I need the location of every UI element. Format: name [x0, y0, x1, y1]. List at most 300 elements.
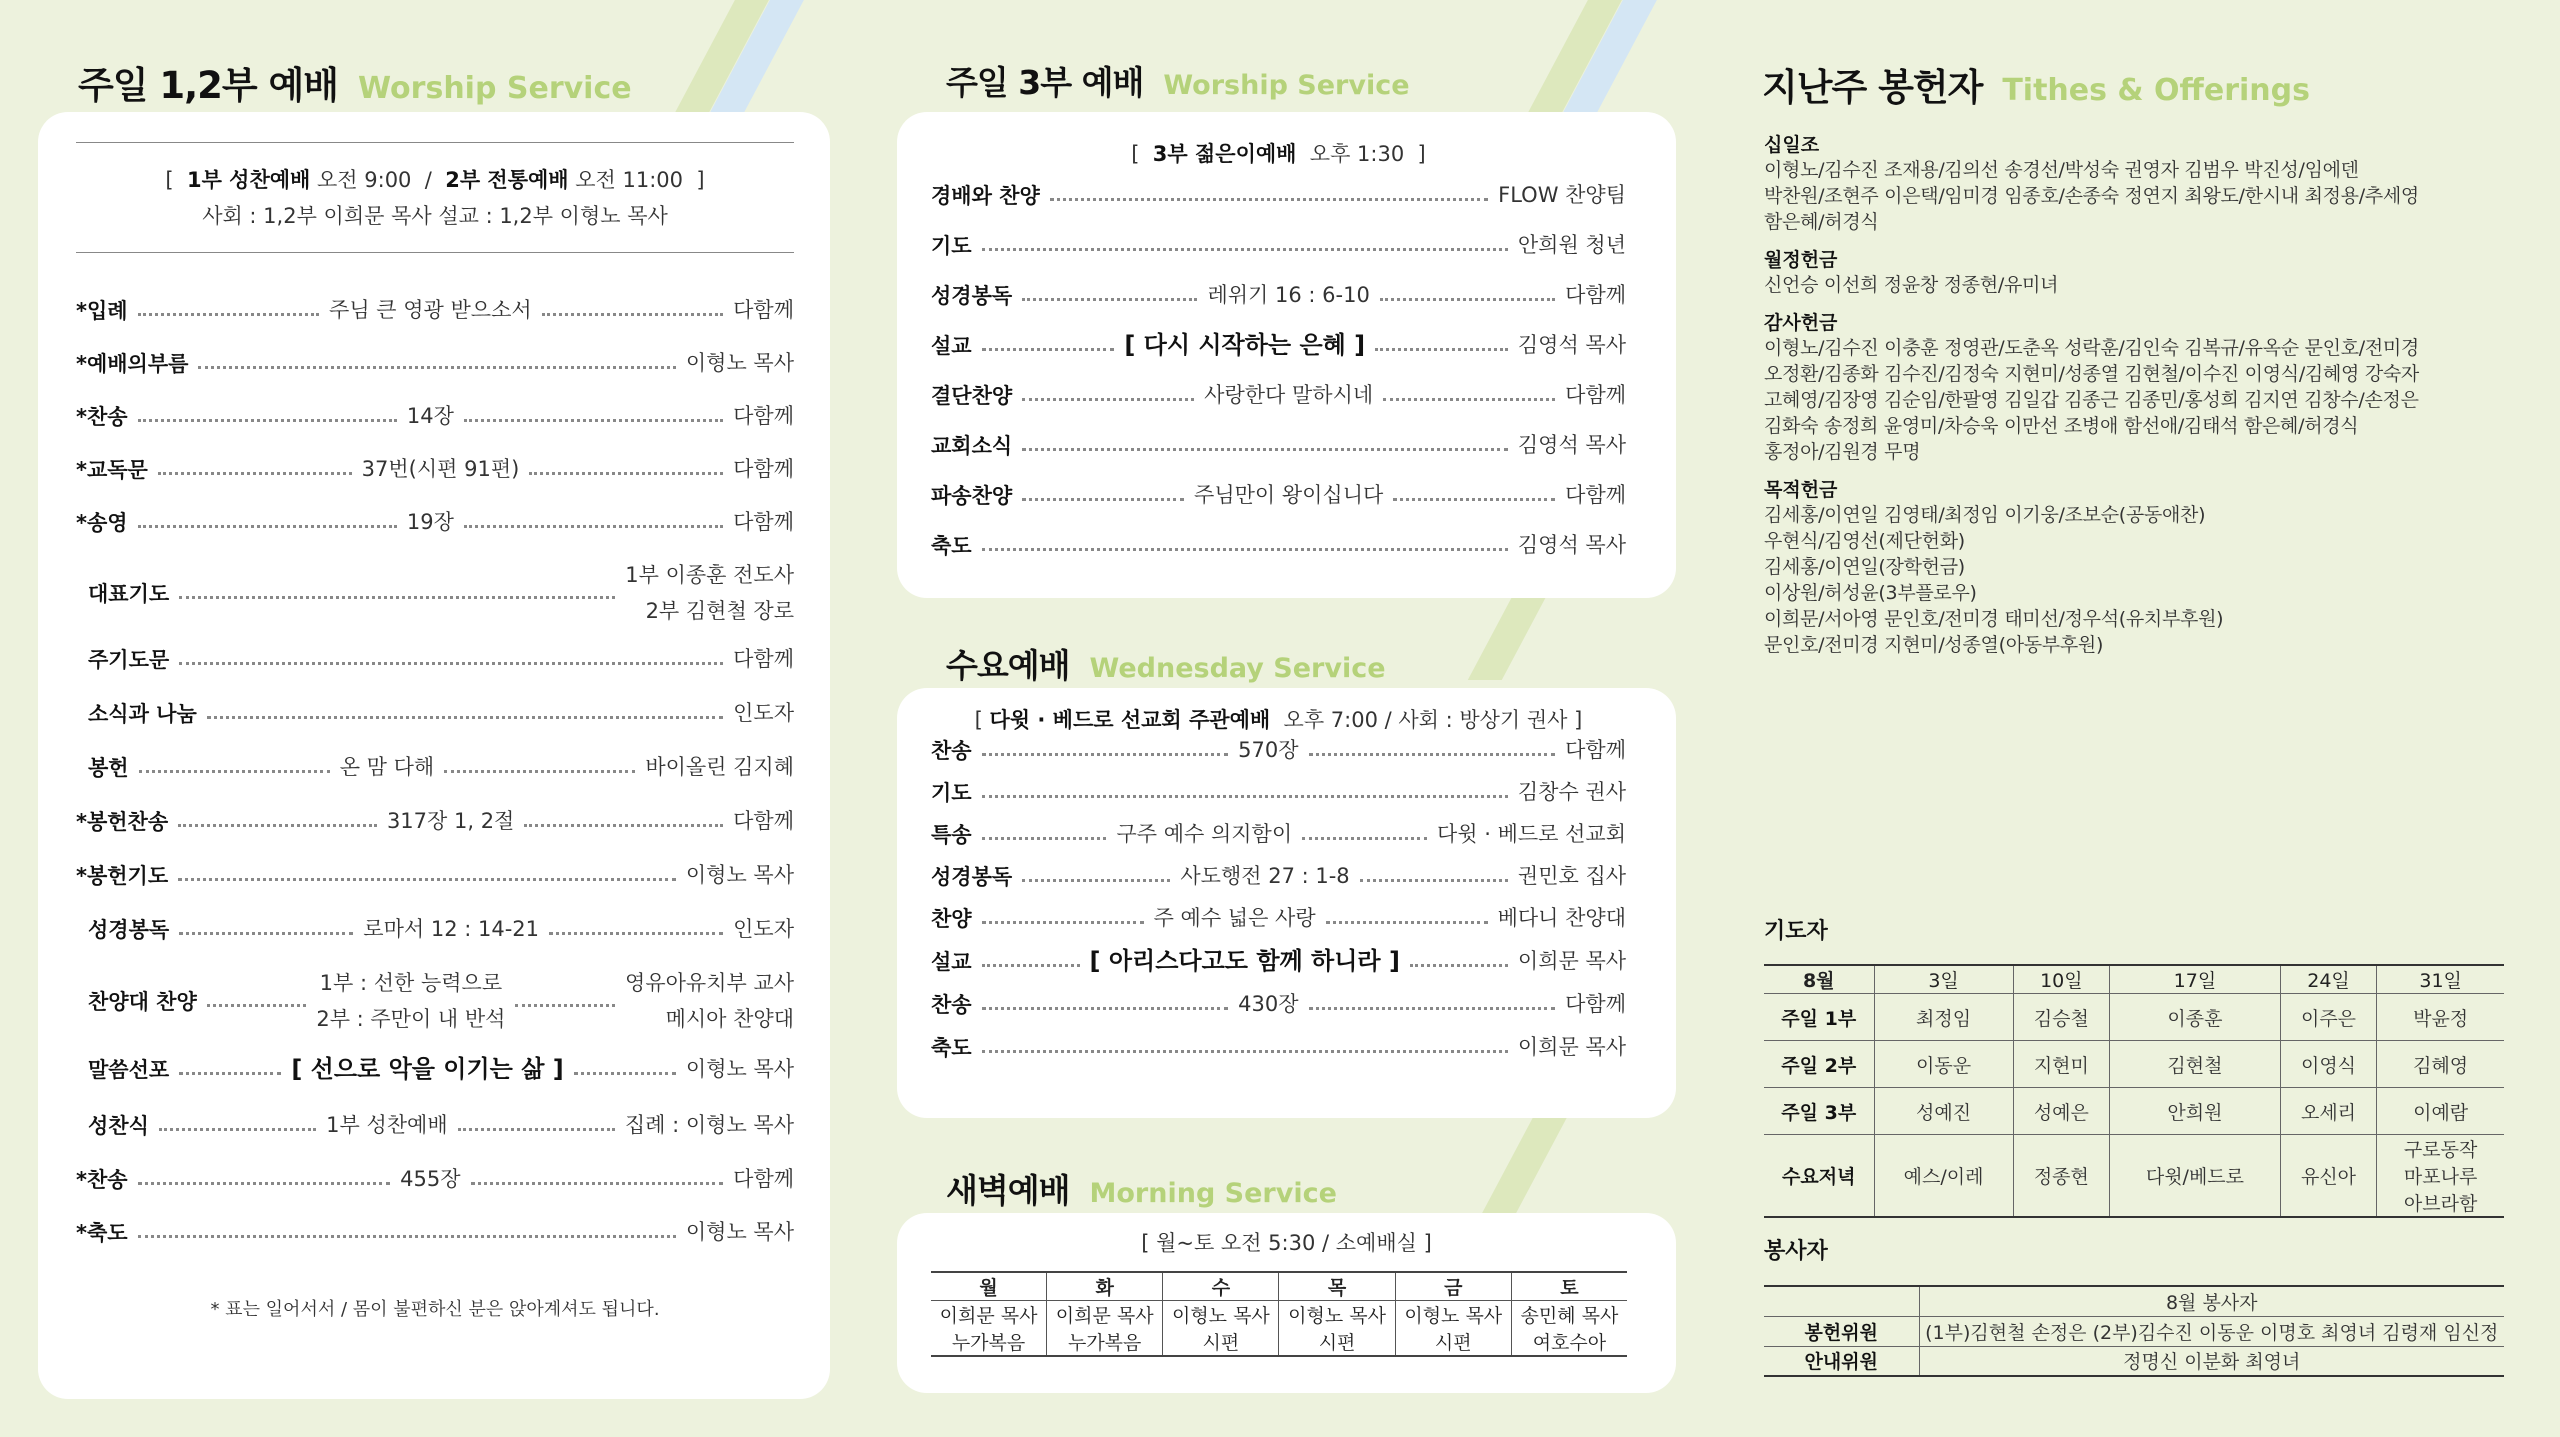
dawn-text-cell: 여호수아 — [1511, 1328, 1627, 1356]
prayers-row — [1764, 1135, 2504, 1218]
program-leader-line: 다함께 — [1565, 283, 1627, 307]
program-leader-line: 김영석 목사 — [1517, 533, 1626, 557]
prayers-cell — [2110, 1088, 2281, 1135]
program-label: *봉헌찬송 — [76, 810, 169, 834]
program-content — [329, 292, 532, 328]
program-label: 성경봉독 — [88, 918, 170, 942]
program-row — [931, 427, 1626, 463]
program-row — [931, 227, 1626, 263]
program-leader — [1498, 900, 1626, 936]
wednesday-title: 수요예배 Wednesday Service — [946, 646, 1386, 685]
leader-dots — [1022, 398, 1194, 401]
program-row — [931, 527, 1626, 563]
prayers-title: 기도자 — [1764, 919, 1828, 944]
program-leader — [1518, 227, 1626, 263]
prayers-row — [1764, 1041, 2504, 1088]
program-label: 기도 — [931, 781, 972, 805]
dawn-leader-cell: 송민혜 목사 — [1511, 1301, 1627, 1329]
program-leader-line: 이형노 목사 — [685, 1220, 794, 1244]
leader-dots — [179, 596, 615, 599]
program-leader — [1518, 943, 1626, 979]
prayers-cell-line: 이종훈 — [2167, 1007, 2223, 1030]
offering-line: 고혜영/김장영 김순임/한팔영 김일갑 김종근 김종민/홍성희 김지연 김창수/손정은 — [1764, 389, 2419, 411]
leader-dots — [464, 525, 723, 528]
program-leader — [1565, 477, 1626, 513]
prayers-cell-line: 아브라함 — [2403, 1193, 2478, 1215]
prayers-cell-line: 성예진 — [1916, 1101, 1972, 1124]
program-leader-line: 다윗 · 베드로 선교회 — [1437, 822, 1626, 846]
volunteers-table — [1764, 1285, 2504, 1377]
program-content — [326, 1107, 447, 1143]
leader-dots — [138, 525, 397, 528]
program-leader — [733, 695, 794, 731]
program-content — [340, 749, 435, 785]
program-label: 축도 — [931, 534, 972, 558]
program-row — [76, 857, 794, 893]
program-content-line: 455장 — [400, 1167, 461, 1191]
dawn-text-cell: 시편 — [1163, 1328, 1279, 1356]
leader-dots — [1383, 398, 1555, 401]
dawn-table — [931, 1271, 1627, 1357]
prayers-cell — [2377, 1041, 2504, 1088]
program-leader — [733, 911, 794, 947]
leader-dots — [574, 1072, 676, 1075]
program-leader — [1437, 816, 1626, 852]
program-leader-line: 다함께 — [1565, 738, 1626, 762]
program-row — [931, 177, 1626, 213]
leader-dots — [1022, 298, 1197, 301]
prayers-cell — [2280, 1088, 2376, 1135]
decor-stripe-green — [1476, 1115, 1568, 1225]
program-label: 찬송 — [931, 739, 972, 763]
offerings-title: 지난주 봉헌자 Tithes & Offerings — [1762, 66, 2310, 109]
program-row — [76, 398, 794, 434]
program-row — [931, 1029, 1626, 1065]
program-content — [316, 965, 505, 1037]
prayers-cell — [1874, 1088, 2013, 1135]
prayers-cell — [2280, 1135, 2376, 1218]
volunteers-role: 봉헌위원 — [1764, 1316, 1919, 1346]
dawn-text-cell: 누가복음 — [1047, 1328, 1163, 1356]
program-content — [1116, 816, 1292, 852]
program-label: 교회소식 — [931, 434, 1013, 458]
program-row — [931, 327, 1626, 363]
program-label: *찬송 — [76, 405, 128, 429]
prayers-service: 주일 3부 — [1764, 1088, 1874, 1135]
offering-line: 함은혜/허경식 — [1764, 211, 1879, 233]
program-content — [1238, 986, 1298, 1022]
program-label: 파송찬양 — [931, 484, 1013, 508]
program-leader — [1518, 427, 1626, 463]
leader-dots — [982, 548, 1508, 551]
dawn-leader-cell: 이희문 목사 — [1047, 1301, 1163, 1329]
leader-dots — [982, 795, 1508, 798]
program-label: 봉헌 — [88, 756, 129, 780]
program-row — [76, 749, 794, 785]
leader-dots — [198, 366, 675, 369]
program-leader — [686, 1051, 794, 1087]
prayers-date: 10일 — [2013, 965, 2109, 994]
program-content-line: 19장 — [406, 510, 454, 534]
prayers-cell — [2377, 1088, 2504, 1135]
program-content-line: 온 맘 다해 — [339, 755, 435, 779]
program-content-line: 37번(시편 91편) — [361, 457, 520, 481]
program-label: *예배의부름 — [76, 352, 189, 376]
dawn-card — [897, 1213, 1676, 1393]
program-row — [76, 803, 794, 839]
prayers-month: 8월 — [1764, 965, 1874, 994]
program-row — [76, 1051, 794, 1087]
prayers-row — [1764, 1088, 2504, 1135]
program-label: 설교 — [931, 334, 972, 358]
program-row — [76, 1161, 794, 1197]
program-label: 찬양대 찬양 — [88, 990, 197, 1014]
offering-line: 김세홍/이연일(장학헌금) — [1764, 556, 1965, 578]
program-row — [76, 1214, 794, 1250]
program-content — [400, 1161, 460, 1197]
dawn-day-cell: 수 — [1163, 1272, 1279, 1301]
program-leader — [733, 1161, 794, 1197]
program-content — [1180, 858, 1349, 894]
program-leader — [733, 451, 794, 487]
offering-group-name: 목적헌금 — [1764, 479, 1838, 501]
dawn-text-cell: 시편 — [1279, 1328, 1395, 1356]
leader-dots — [1375, 348, 1508, 351]
program-label: 주기도문 — [88, 648, 170, 672]
prayers-date: 3일 — [1874, 965, 2013, 994]
program-leader-line: 이형노 목사 — [685, 1057, 795, 1081]
prayers-date: 24일 — [2280, 965, 2376, 994]
program-leader — [1565, 377, 1626, 413]
prayers-cell — [2013, 1041, 2109, 1088]
offering-line: 홍정아/김원경 무명 — [1764, 441, 1921, 463]
program-leader-line: 다함께 — [733, 809, 794, 833]
dawn-leader-cell: 이형노 목사 — [1395, 1301, 1511, 1329]
program-leader — [1498, 177, 1626, 213]
prayers-service: 수요저녁 — [1764, 1135, 1874, 1218]
volunteers-title: 봉사자 — [1764, 1239, 1828, 1264]
leader-dots — [207, 1004, 307, 1007]
program-leader — [1518, 527, 1626, 563]
program-row — [931, 943, 1626, 979]
offering-group-names — [1764, 502, 2504, 658]
prayers-cell-line: 지현미 — [2033, 1054, 2089, 1077]
program-leader-line: 인도자 — [733, 917, 794, 941]
offering-group-name: 감사헌금 — [1764, 312, 1838, 334]
prayers-cell — [2280, 1041, 2376, 1088]
program-leader-line: 인도자 — [733, 701, 794, 725]
program-content — [1238, 732, 1298, 768]
program-row — [76, 695, 794, 731]
leader-dots — [1022, 879, 1170, 882]
leader-dots — [444, 770, 635, 773]
program-content — [387, 803, 514, 839]
program-content-line: 주님 큰 영광 받으소서 — [329, 298, 532, 322]
program-label: 성경봉독 — [931, 284, 1013, 308]
program-row — [76, 641, 794, 677]
program-label: *입례 — [76, 299, 128, 323]
program-leader-line: 이희문 목사 — [1517, 1035, 1626, 1059]
program-leader-line: 집례 : 이형노 목사 — [624, 1113, 794, 1137]
program-leader-line: 1부 이종훈 전도사 — [625, 563, 794, 587]
leader-dots — [1302, 837, 1427, 840]
offering-line: 오정환/김종화 김수진/김정숙 지현미/성종열 김현철/이수진 이영식/김혜영 강숙자 — [1764, 363, 2419, 385]
prayers-cell-line: 안희원 — [2167, 1101, 2223, 1124]
program-content-line: 1부 성찬예배 — [326, 1113, 448, 1137]
leader-dots — [1410, 964, 1508, 967]
program-label: *송영 — [76, 511, 128, 535]
program-row — [76, 292, 794, 328]
program-leader-line: 권민호 집사 — [1517, 864, 1627, 888]
prayers-cell-line: 정종현 — [2033, 1166, 2089, 1188]
offering-group-name: 월정헌금 — [1764, 249, 1838, 271]
prayers-date: 31일 — [2377, 965, 2504, 994]
divider — [76, 142, 794, 143]
prayers-cell — [1874, 1135, 2013, 1218]
dawn-title: 새벽예배 Morning Service — [946, 1171, 1337, 1210]
program-content — [1207, 277, 1369, 313]
worship12-times: [ 1부 성찬예배 오전 9:00 / 2부 전통예배 오전 11:00 ] — [165, 168, 705, 192]
program-leader-line: 다함께 — [1565, 483, 1627, 507]
worship3-title: 주일 3부 예배 Worship Service — [946, 63, 1410, 102]
offering-group-name: 십일조 — [1764, 134, 1820, 156]
program-content-line: 570장 — [1238, 738, 1299, 762]
leader-dots — [542, 313, 723, 316]
worship3-header: [ 3부 젊은이예배 오후 1:30 ] — [1131, 142, 1426, 166]
program-content — [1124, 327, 1365, 363]
prayers-cell-line: 성예은 — [2033, 1101, 2089, 1124]
program-row — [76, 557, 794, 629]
leader-dots — [207, 716, 723, 719]
program-content — [291, 1051, 563, 1087]
program-row — [76, 965, 794, 1037]
prayers-cell-line: 이주은 — [2300, 1007, 2357, 1030]
dawn-day-cell: 목 — [1279, 1272, 1395, 1301]
prayers-cell-line: 다윗/베드로 — [2145, 1166, 2245, 1188]
program-row — [76, 911, 794, 947]
volunteers-header: 8월 봉사자 — [1919, 1286, 2504, 1316]
prayers-cell — [2377, 1135, 2504, 1218]
dawn-leader-cell: 이형노 목사 — [1163, 1301, 1279, 1329]
leader-dots — [982, 964, 1080, 967]
program-row — [931, 732, 1626, 768]
program-label: 찬양 — [931, 907, 972, 931]
program-content — [407, 398, 454, 434]
leader-dots — [138, 419, 397, 422]
leader-dots — [982, 348, 1115, 351]
program-content-line: 2부 : 주만이 내 반석 — [316, 1007, 506, 1031]
leader-dots — [982, 921, 1144, 924]
prayers-service: 주일 2부 — [1764, 1041, 1874, 1088]
leader-dots — [982, 1007, 1229, 1010]
leader-dots — [549, 932, 723, 935]
prayers-row — [1764, 994, 2504, 1041]
dawn-leader-cell: 이형노 목사 — [1279, 1301, 1395, 1329]
worship12-footnote: * 표는 일어서서 / 몸이 불편하신 분은 앉아계셔도 됩니다. — [210, 1299, 660, 1320]
program-leader — [625, 1107, 794, 1143]
leader-dots — [982, 1050, 1508, 1053]
prayers-cell-line: 김승철 — [2033, 1007, 2089, 1030]
program-leader-line: FLOW 찬양팀 — [1498, 183, 1626, 207]
program-leader — [733, 803, 794, 839]
leader-dots — [179, 1072, 281, 1075]
program-leader — [1565, 986, 1626, 1022]
prayers-cell — [2013, 1135, 2109, 1218]
prayers-cell-line: 박윤정 — [2413, 1007, 2469, 1030]
prayers-cell-line: 이동운 — [1916, 1054, 1972, 1077]
program-label: 경배와 찬양 — [931, 184, 1040, 208]
prayers-service: 주일 1부 — [1764, 994, 1874, 1041]
program-leader-line: 다함께 — [733, 404, 794, 428]
prayers-cell-line: 오세리 — [2300, 1101, 2357, 1124]
program-leader — [733, 292, 794, 328]
program-content — [362, 451, 520, 487]
program-label: 기도 — [931, 234, 972, 258]
program-leader — [1518, 327, 1626, 363]
leader-dots — [524, 824, 723, 827]
program-content-line: [ 아리스다고도 함께 하니라 ] — [1089, 947, 1400, 975]
leader-dots — [458, 1128, 615, 1131]
program-leader-line: 영유아유치부 교사 — [625, 971, 795, 995]
program-row — [76, 1107, 794, 1143]
leader-dots — [1050, 198, 1488, 201]
dawn-day-cell: 금 — [1395, 1272, 1511, 1301]
program-content-line: 사랑한다 말하시네 — [1204, 383, 1374, 407]
program-label: 말씀선포 — [88, 1058, 170, 1082]
leader-dots — [529, 472, 723, 475]
program-label: 특송 — [931, 823, 972, 847]
dawn-day-cell: 토 — [1511, 1272, 1627, 1301]
prayers-cell-line: 김현철 — [2167, 1054, 2223, 1077]
program-leader-line: 김영석 목사 — [1517, 433, 1626, 457]
volunteers-row — [1764, 1316, 2504, 1346]
program-leader-line: 다함께 — [733, 298, 794, 322]
offering-line: 박찬원/조현주 이은택/임미경 임종호/손종숙 정연지 최왕도/한시내 최정용/추세영 — [1764, 185, 2419, 207]
offering-group-names — [1764, 335, 2504, 465]
program-row — [76, 345, 794, 381]
worship12-title: 주일 1,2부 예배 Worship Service — [78, 64, 632, 107]
leader-dots — [1393, 498, 1555, 501]
program-row — [76, 504, 794, 540]
program-leader — [686, 345, 794, 381]
program-content-line: [ 다시 시작하는 은혜 ] — [1124, 331, 1366, 359]
offering-group-names — [1764, 157, 2504, 235]
dawn-day-cell: 화 — [1047, 1272, 1163, 1301]
program-label: 성찬식 — [88, 1114, 149, 1138]
wednesday-card — [897, 688, 1676, 1118]
program-content — [1194, 477, 1383, 513]
worship12-card — [38, 112, 830, 1399]
prayers-cell — [2013, 1088, 2109, 1135]
program-content-line: 레위기 16 : 6-10 — [1207, 283, 1370, 307]
program-content-line: [ 선으로 악을 이기는 삶 ] — [291, 1055, 564, 1083]
dawn-text-cell: 시편 — [1395, 1328, 1511, 1356]
program-leader — [686, 857, 794, 893]
prayers-date: 17일 — [2110, 965, 2281, 994]
leader-dots — [1022, 448, 1508, 451]
program-row — [931, 986, 1626, 1022]
program-content — [1154, 900, 1316, 936]
leader-dots — [139, 770, 330, 773]
program-leader-line: 이형노 목사 — [685, 351, 794, 375]
program-label: 소식과 나눔 — [88, 702, 197, 726]
program-content — [1090, 943, 1400, 979]
program-label: 찬송 — [931, 993, 972, 1017]
program-label: 결단찬양 — [931, 384, 1013, 408]
program-content-line: 주님만이 왕이십니다 — [1194, 483, 1384, 507]
leader-dots — [178, 878, 676, 881]
program-leader-line: 다함께 — [733, 647, 794, 671]
program-leader-line: 김영석 목사 — [1517, 333, 1626, 357]
offering-line: 이형노/김수진 조재용/김의선 송경선/박성숙 권영자 김범우 박진성/임에덴 — [1764, 159, 2359, 181]
prayers-cell — [1874, 994, 2013, 1041]
program-label: 성경봉독 — [931, 865, 1013, 889]
leader-dots — [1380, 298, 1555, 301]
program-label: 대표기도 — [88, 582, 170, 606]
program-leader-line: 메시아 찬양대 — [665, 1007, 795, 1031]
dawn-day-cell: 월 — [931, 1272, 1047, 1301]
prayers-cell — [2377, 994, 2504, 1041]
leader-dots — [158, 472, 352, 475]
offering-line: 김화숙 송정희 윤영미/차승욱 이만선 조병애 함선애/김태석 함은혜/허경식 — [1764, 415, 2359, 437]
prayers-cell — [2013, 994, 2109, 1041]
offering-line: 이상원/허성윤(3부플로우) — [1764, 582, 1977, 604]
worship12-leaders: 사회 : 1,2부 이희문 목사 설교 : 1,2부 이형노 목사 — [202, 204, 668, 228]
program-row — [931, 816, 1626, 852]
program-leader-line: 다함께 — [733, 510, 794, 534]
offering-line: 이형노/김수진 이충훈 정영관/도춘옥 성락훈/김인숙 김복규/유옥순 문인호/전미경 — [1764, 337, 2419, 359]
leader-dots — [1309, 753, 1556, 756]
offerings-list — [1764, 120, 2504, 658]
program-leader — [1518, 774, 1626, 810]
dawn-header: [ 월~토 오전 5:30 / 소예배실 ] — [1141, 1231, 1432, 1255]
leader-dots — [138, 1235, 676, 1238]
prayers-cell-line: 구로동작 — [2403, 1139, 2478, 1161]
program-row — [76, 451, 794, 487]
offering-line: 신언승 이선희 정윤창 정종현/유미녀 — [1764, 274, 2059, 296]
program-content-line: 사도행전 27 : 1-8 — [1180, 864, 1350, 888]
leader-dots — [982, 248, 1508, 251]
leader-dots — [179, 662, 723, 665]
prayers-cell-line: 이예람 — [2413, 1101, 2469, 1124]
program-label: *봉헌기도 — [76, 864, 169, 888]
program-label: *축도 — [76, 1221, 128, 1245]
program-label: *교독문 — [76, 458, 148, 482]
program-row — [931, 377, 1626, 413]
volunteers-names: 정명신 이분화 최영녀 — [1919, 1346, 2504, 1376]
program-leader-line: 다함께 — [733, 457, 795, 481]
program-leader-line: 2부 김현철 장로 — [645, 599, 794, 623]
leader-dots — [178, 824, 377, 827]
offering-line: 문인호/전미경 지현미/성종열(아동부후원) — [1764, 634, 2104, 656]
prayers-cell — [2280, 994, 2376, 1041]
program-leader — [1565, 732, 1626, 768]
program-content-line: 1부 : 선한 능력으로 — [319, 971, 503, 995]
leader-dots — [179, 932, 353, 935]
program-content — [363, 911, 539, 947]
program-leader — [1518, 858, 1626, 894]
program-leader — [733, 504, 794, 540]
program-label: *찬송 — [76, 1168, 128, 1192]
program-row — [931, 477, 1626, 513]
program-leader — [1565, 277, 1626, 313]
dawn-text-cell: 누가복음 — [951, 1332, 1026, 1354]
program-content-line: 14장 — [406, 404, 454, 428]
program-leader-line: 이형노 목사 — [685, 863, 794, 887]
volunteers-names: (1부)김현철 손정은 (2부)김수진 이동운 이명호 최영녀 김령재 임신정 — [1919, 1316, 2504, 1346]
program-content-line: 주 예수 넓은 사랑 — [1153, 906, 1316, 930]
leader-dots — [982, 837, 1107, 840]
